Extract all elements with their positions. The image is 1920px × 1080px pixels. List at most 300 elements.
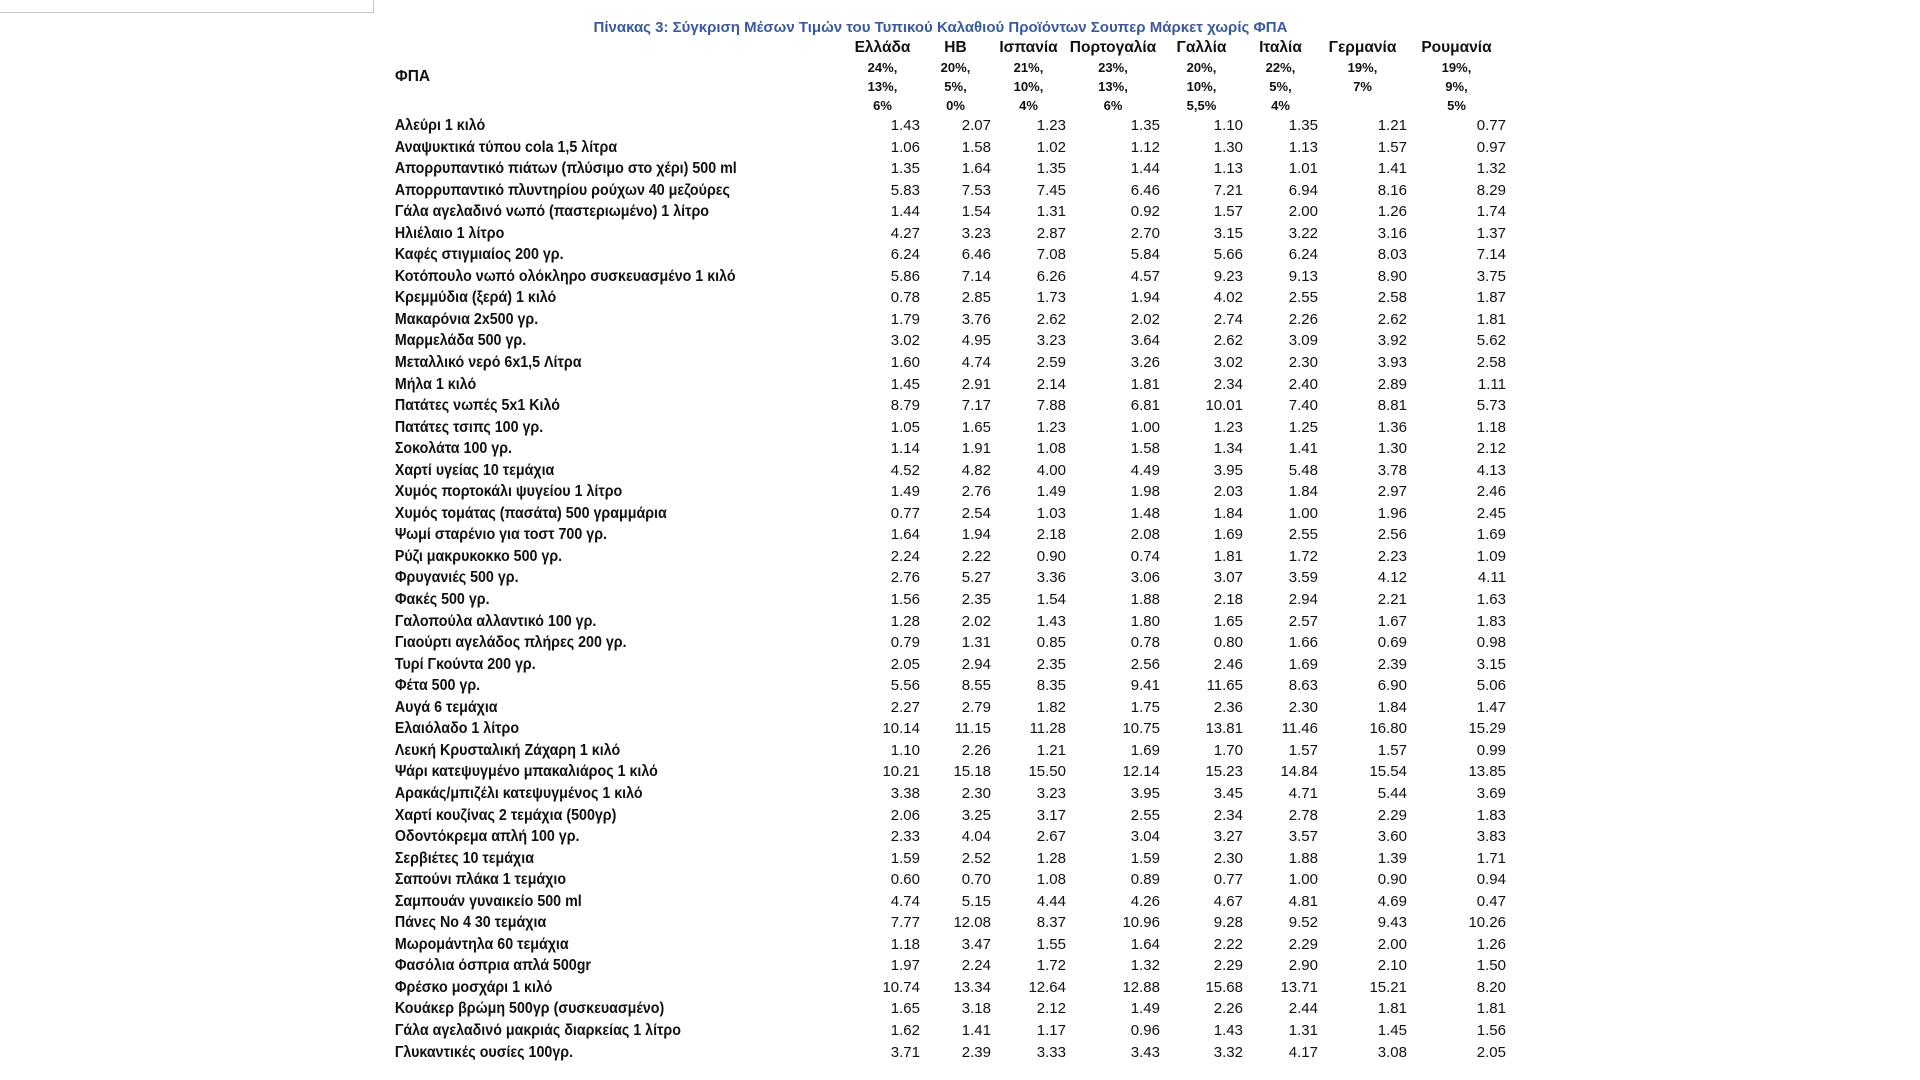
price-cell: 5.86 [890,267,920,285]
price-cell: 1.97 [890,957,920,975]
product-name: Φρέσκο μοσχάρι 1 κιλό [394,978,553,996]
vat-rate: 21%, [1013,60,1044,75]
price-cell: 1.34 [1213,440,1243,458]
vat-rate: 5,5% [1186,98,1217,113]
price-cell: 1.35 [1036,160,1066,178]
price-cell: 1.54 [1036,591,1066,609]
price-cell: 7.14 [961,267,991,285]
price-cell: 2.30 [1288,354,1318,372]
product-name: Χυμός τομάτας (πασάτα) 500 γραμμάρια [394,504,667,522]
table-row [393,158,1523,180]
price-cell: 1.81 [1130,375,1160,393]
price-cell: 1.17 [1036,1021,1066,1039]
price-cell: 10.96 [1122,914,1160,932]
column-header-6 [1243,38,1318,115]
price-cell: 9.52 [1288,914,1318,932]
price-cell: 1.80 [1130,612,1160,630]
price-cell: 9.23 [1213,267,1243,285]
price-cell: 7.17 [961,397,991,415]
table-row [393,266,1523,288]
price-cell: 11.15 [954,720,991,738]
price-cell: 1.41 [1288,440,1318,458]
table-row [393,330,1523,352]
price-cell: 5.84 [1130,246,1160,264]
price-cell: 2.18 [1036,526,1066,544]
price-cell: 7.14 [1476,246,1506,264]
product-name: Πατάτες τσιπς 100 γρ. [394,418,544,436]
price-cell: 11.65 [1206,677,1243,695]
price-cell: 2.30 [1288,698,1318,716]
price-cell: 0.79 [890,634,920,652]
table-row [393,869,1523,891]
table-row [393,654,1523,676]
price-cell: 2.30 [961,784,991,802]
price-cell: 1.00 [1288,871,1318,889]
price-cell: 1.88 [1288,849,1318,867]
product-name: Αλεύρι 1 κιλό [394,117,486,134]
price-cell: 6.46 [961,246,991,264]
price-cell: 2.91 [961,375,991,393]
price-cell: 1.00 [1130,418,1160,436]
price-cell: 2.02 [1130,310,1160,328]
price-cell: 1.58 [961,138,991,156]
price-cell: 2.26 [961,741,991,759]
price-cell: 11.46 [1281,720,1318,738]
vat-rate: 9%, [1445,79,1468,94]
price-cell: 1.74 [1476,203,1506,221]
price-cell: 2.02 [961,612,991,630]
price-cell: 13.81 [1205,720,1243,738]
price-cell: 15.68 [1205,978,1243,996]
price-cell: 7.45 [1036,181,1066,199]
vat-rate: 6% [873,98,892,113]
price-cell: 0.98 [1476,634,1506,652]
price-cell: 1.45 [1377,1021,1407,1039]
price-cell: 1.05 [890,418,920,436]
table-row [393,632,1523,654]
country-name: Πορτογαλία [1069,39,1157,56]
price-cell: 1.91 [961,440,991,458]
price-cell: 1.71 [1476,849,1506,867]
table-row [393,137,1523,159]
product-name: Γάλα αγελαδινό μακριάς διαρκείας 1 λίτρο [394,1021,681,1039]
price-cell: 2.00 [1377,935,1407,953]
vat-rate: 6% [1103,98,1123,113]
price-cell: 0.89 [1130,871,1160,889]
price-cell: 0.85 [1036,634,1066,652]
product-name: Πατάτες νωπές 5x1 Κιλό [394,397,560,415]
price-cell: 6.81 [1130,397,1160,415]
price-cell: 2.29 [1288,935,1318,953]
table-header [393,38,1523,115]
product-name: Μωρομάντηλα 60 τεμάχια [394,935,569,953]
vat-rate: 7% [1353,79,1372,94]
price-cell: 2.52 [961,849,991,867]
price-cell: 1.21 [1036,741,1066,759]
price-cell: 1.73 [1036,289,1066,307]
price-cell: 2.94 [961,655,991,673]
table-row [393,977,1523,999]
column-header-4 [1066,38,1160,115]
price-cell: 1.82 [1036,698,1066,716]
price-cell: 2.54 [961,504,991,522]
product-name: Αρακάς/μπιζέλι κατεψυγμένος 1 κιλό [394,784,643,802]
price-cell: 3.33 [1036,1043,1066,1061]
price-cell: 0.97 [1476,138,1506,156]
price-cell: 3.78 [1377,461,1407,479]
table-row [393,1020,1523,1042]
table-row [393,891,1523,913]
price-cell: 2.14 [1036,375,1066,393]
price-cell: 1.69 [1130,741,1160,759]
price-cell: 2.94 [1288,591,1318,609]
price-cell: 2.78 [1288,806,1318,824]
price-cell: 6.46 [1130,181,1160,199]
price-cell: 1.58 [1130,440,1160,458]
price-cell: 3.71 [890,1043,920,1061]
product-name: Φρυγανιές 500 γρ. [394,569,519,587]
price-cell: 7.40 [1288,397,1318,415]
price-cell: 0.92 [1130,203,1160,221]
price-cell: 4.49 [1130,461,1160,479]
price-cell: 1.49 [890,483,920,501]
price-cell: 4.44 [1036,892,1066,910]
price-cell: 1.72 [1288,547,1318,565]
price-cell: 1.81 [1213,547,1243,565]
price-cell: 2.40 [1288,375,1318,393]
price-cell: 1.39 [1377,849,1407,867]
price-cell: 4.11 [1477,569,1506,587]
price-cell: 4.52 [890,461,920,479]
vat-rate [1318,96,1407,115]
price-cell: 4.13 [1476,461,1506,479]
product-name: Λευκή Κρυσταλική Ζάχαρη 1 κιλό [394,741,621,759]
price-cell: 9.41 [1130,677,1160,695]
price-cell: 2.26 [1213,1000,1243,1018]
price-cell: 5.73 [1476,397,1506,415]
product-name: Σαμπουάν γυναικείο 500 ml [394,892,582,910]
vat-rate: 5%, [944,79,967,94]
price-cell: 2.55 [1288,289,1318,307]
price-cell: 2.45 [1476,504,1506,522]
country-name: Ρουμανία [1421,39,1492,56]
product-name: Κουάκερ βρώμη 500γρ (συσκευασμένο) [394,1000,665,1018]
price-cell: 2.67 [1036,828,1066,846]
price-cell: 10.74 [882,978,920,996]
price-cell: 2.79 [961,698,991,716]
price-cell: 1.18 [1476,418,1506,436]
price-cell: 12.14 [1122,763,1160,781]
price-cell: 0.90 [1036,547,1066,565]
price-cell: 9.13 [1288,267,1318,285]
table-row [393,783,1523,805]
price-cell: 1.64 [890,526,920,544]
price-cell: 2.24 [961,957,991,975]
vat-rate: 13%, [1098,79,1128,94]
price-cell: 2.57 [1288,612,1318,630]
price-cell: 4.82 [961,461,991,479]
price-cell: 10.75 [1122,720,1160,738]
price-cell: 2.23 [1377,547,1407,565]
price-cell: 1.59 [1130,849,1160,867]
price-cell: 1.47 [1476,698,1506,716]
price-cell: 3.25 [961,806,991,824]
price-cell: 3.02 [890,332,920,350]
price-cell: 1.94 [1130,289,1160,307]
price-cell: 2.74 [1213,310,1243,328]
table-row [393,180,1523,202]
price-cell: 2.07 [961,117,991,134]
price-cell: 1.62 [890,1021,920,1039]
price-cell: 2.76 [890,569,920,587]
price-cell: 1.94 [961,526,991,544]
price-cell: 1.41 [961,1021,991,1039]
table-row [393,740,1523,762]
country-name: Ισπανία [999,39,1058,56]
column-header-1 [845,38,920,115]
table-row [393,955,1523,977]
price-cell: 2.34 [1213,806,1243,824]
price-cell: 1.64 [1130,935,1160,953]
price-cell: 8.37 [1036,914,1066,932]
price-cell: 3.15 [1213,224,1243,242]
price-cell: 2.55 [1288,526,1318,544]
table-row [393,223,1523,245]
price-cell: 1.54 [961,203,991,221]
price-cell: 0.94 [1476,871,1506,889]
price-cell: 2.10 [1377,957,1407,975]
product-name: Γάλα αγελαδινό νωπό (παστεριωμένο) 1 λίτρο [394,203,709,221]
country-name: Γερμανία [1328,39,1397,56]
price-cell: 0.60 [890,871,920,889]
column-header-7 [1318,38,1407,115]
price-cell: 1.23 [1036,418,1066,436]
price-cell: 0.69 [1377,634,1407,652]
price-cell: 1.79 [890,310,920,328]
product-name: Φέτα 500 γρ. [394,677,481,695]
price-cell: 2.05 [1476,1043,1506,1061]
product-name: Απορρυπαντικό πιάτων (πλύσιμο στο χέρι) 500 ml [394,160,737,178]
price-cell: 1.30 [1213,138,1243,156]
price-cell: 1.72 [1036,957,1066,975]
product-name: Μεταλλικό νερό 6x1,5 Λίτρα [394,354,582,372]
price-cell: 1.59 [890,849,920,867]
price-cell: 2.34 [1213,375,1243,393]
price-cell: 5.48 [1288,461,1318,479]
price-cell: 2.29 [1377,806,1407,824]
vat-rate: 0% [946,98,965,113]
price-cell: 1.67 [1377,612,1407,630]
price-cell: 2.33 [890,828,920,846]
price-cell: 2.21 [1377,591,1407,609]
price-cell: 4.67 [1213,892,1243,910]
country-name: ΗΒ [944,39,967,56]
price-cell: 1.88 [1130,591,1160,609]
price-cell: 4.00 [1036,461,1066,479]
price-cell: 4.27 [890,224,920,242]
price-cell: 2.44 [1288,1000,1318,1018]
product-name: Σαπούνι πλάκα 1 τεμάχιο [394,871,567,889]
vat-rate: 23%, [1098,60,1128,75]
product-name: Φασόλια όσπρια απλά 500gr [394,957,591,975]
price-cell: 1.83 [1476,612,1506,630]
price-cell: 2.39 [961,1043,991,1061]
price-cell: 1.70 [1213,741,1243,759]
price-cell: 1.12 [1130,138,1160,156]
price-cell: 10.26 [1468,914,1506,932]
price-cell: 3.57 [1288,828,1318,846]
price-cell: 2.22 [961,547,991,565]
price-cell: 3.06 [1130,569,1160,587]
price-cell: 2.12 [1476,440,1506,458]
price-cell: 2.35 [1036,655,1066,673]
price-cell: 1.84 [1377,698,1407,716]
product-name: Σερβιέτες 10 τεμάχια [394,849,534,867]
price-cell: 13.85 [1468,763,1506,781]
price-cell: 6.26 [1036,267,1066,285]
product-name: Ψάρι κατεψυγμένο μπακαλιάρος 1 κιλό [394,763,658,781]
table-row [393,546,1523,568]
vat-rate: 24%, [867,60,898,75]
price-cell: 1.83 [1476,806,1506,824]
price-cell: 0.90 [1377,871,1407,889]
price-cell: 2.62 [1213,332,1243,350]
product-name: Τυρί Γκούντα 200 γρ. [394,655,536,673]
price-cell: 1.55 [1036,935,1066,953]
price-cell: 8.81 [1377,397,1407,415]
vat-rate: 13%, [867,79,898,94]
price-cell: 10.01 [1205,397,1243,415]
price-cell: 3.60 [1377,828,1407,846]
price-cell: 3.09 [1288,332,1318,350]
price-cell: 2.22 [1213,935,1243,953]
table-row [393,481,1523,503]
product-name: Μακαρόνια 2x500 γρ. [394,310,539,328]
price-cell: 12.88 [1122,978,1160,996]
table-row [393,1042,1523,1064]
price-cell: 2.56 [1377,526,1407,544]
price-cell: 2.26 [1288,310,1318,328]
price-cell: 2.85 [961,289,991,307]
price-cell: 1.66 [1288,634,1318,652]
price-cell: 6.24 [1288,246,1318,264]
price-cell: 3.76 [961,310,991,328]
price-cell: 4.81 [1288,892,1318,910]
price-cell: 1.57 [1377,138,1407,156]
price-cell: 1.96 [1377,504,1407,522]
price-cell: 2.46 [1213,655,1243,673]
price-comparison-document [393,18,1523,1063]
table-row [393,611,1523,633]
vat-rate: 19%, [1441,60,1472,75]
price-cell: 2.39 [1377,655,1407,673]
product-name: Κρεμμύδια (ξερά) 1 κιλό [394,289,557,307]
country-name: Ιταλία [1259,39,1302,56]
price-cell: 5.62 [1476,332,1506,350]
price-cell: 4.71 [1288,784,1318,802]
price-cell: 2.87 [1036,224,1066,242]
price-cell: 2.90 [1288,957,1318,975]
price-cell: 1.41 [1377,160,1407,178]
price-cell: 1.31 [1036,203,1066,221]
price-cell: 1.14 [890,440,920,458]
country-name: Ελλάδα [854,39,911,56]
table-row [393,115,1523,137]
table-row [393,934,1523,956]
price-cell: 1.35 [1288,117,1318,134]
price-cell: 1.84 [1213,504,1243,522]
price-cell: 1.81 [1476,310,1506,328]
price-cell: 1.44 [890,203,920,221]
price-cell: 2.03 [1213,483,1243,501]
price-cell: 8.90 [1377,267,1407,285]
price-cell: 3.08 [1377,1043,1407,1061]
price-cell: 6.24 [890,246,920,264]
price-cell: 2.76 [961,483,991,501]
price-cell: 2.30 [1213,849,1243,867]
price-cell: 1.36 [1377,418,1407,436]
price-cell: 1.11 [1477,375,1506,393]
price-cell: 3.23 [1036,332,1066,350]
price-cell: 3.83 [1476,828,1506,846]
price-cell: 1.45 [890,375,920,393]
price-cell: 3.04 [1130,828,1160,846]
top-left-frame [0,0,374,13]
price-cell: 5.83 [890,181,920,199]
price-cell: 2.97 [1377,483,1407,501]
price-cell: 3.45 [1213,784,1243,802]
price-cell: 4.12 [1377,569,1407,587]
price-cell: 1.00 [1288,504,1318,522]
table-row [393,589,1523,611]
price-cell: 3.69 [1476,784,1506,802]
price-cell: 3.47 [961,935,991,953]
price-cell: 8.79 [890,397,920,415]
price-cell: 1.48 [1130,504,1160,522]
product-name: Χαρτί κουζίνας 2 τεμάχια (500γρ) [394,806,617,824]
price-cell: 2.36 [1213,698,1243,716]
product-name: Σοκολάτα 100 γρ. [394,440,512,458]
price-cell: 6.90 [1377,677,1407,695]
product-name: Φακές 500 γρ. [394,591,490,609]
price-cell: 3.59 [1288,569,1318,587]
price-cell: 2.27 [890,698,920,716]
price-cell: 2.46 [1476,483,1506,501]
price-cell: 7.08 [1036,246,1066,264]
table-row [393,438,1523,460]
price-cell: 1.60 [890,354,920,372]
price-cell: 1.75 [1130,698,1160,716]
vat-rate: 5% [1447,98,1466,113]
column-header-8 [1407,38,1506,115]
column-header-5 [1160,38,1243,115]
price-cell: 0.77 [890,504,920,522]
price-cell: 3.26 [1130,354,1160,372]
price-cell: 15.21 [1369,978,1407,996]
price-cell: 7.77 [890,914,920,932]
price-cell: 1.81 [1377,1000,1407,1018]
table-row [393,848,1523,870]
price-cell: 1.26 [1377,203,1407,221]
product-name: Οδοντόκρεμα απλή 100 γρ. [394,828,580,846]
table-body [393,115,1523,1063]
price-cell: 3.15 [1476,655,1506,673]
price-cell: 13.71 [1280,978,1318,996]
row-header-label: ΦΠΑ [395,68,431,85]
price-cell: 1.09 [1476,547,1506,565]
price-cell: 3.02 [1213,354,1243,372]
price-cell: 5.27 [961,569,991,587]
